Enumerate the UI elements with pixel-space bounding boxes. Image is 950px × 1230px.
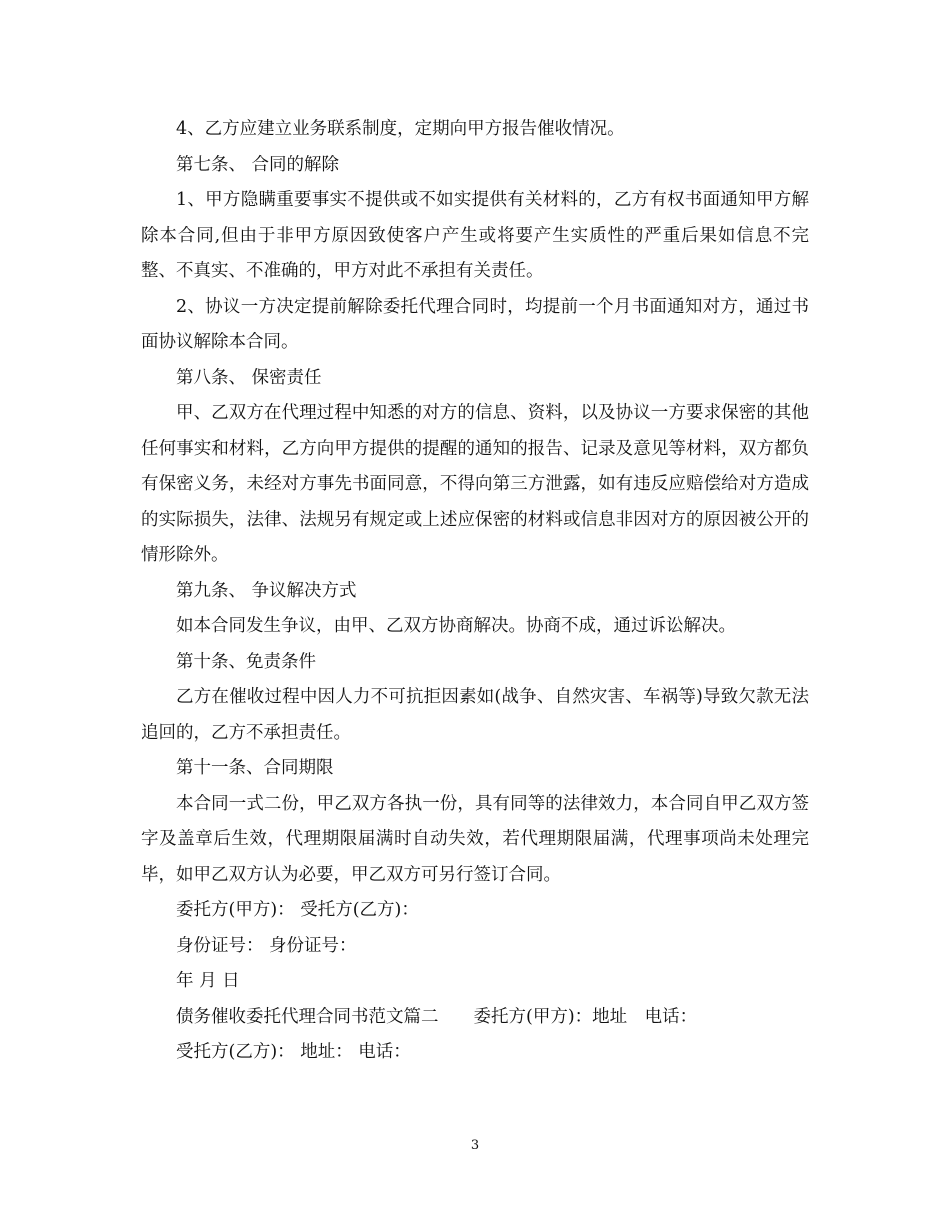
clause-4-report: 4、乙方应建立业务联系制度，定期向甲方报告催收情况。 [176, 119, 625, 139]
date-line: 年 月 日 [176, 971, 240, 991]
article-7-heading: 第七条、 合同的解除 [176, 154, 340, 175]
document-body [141, 112, 809, 1071]
id-number-line: 身份证号： 身份证号： [176, 935, 357, 956]
article-7-item-2: 2、协议一方决定提前解除委托代理合同时，均提前一个月书面通知对方，通过书面协议解除本合同。 [141, 296, 809, 352]
page-number: 3 [470, 1138, 480, 1153]
second-contract-title-line: 债务催收委托代理合同书范文篇二 委托方(甲方)：地址 电话： [176, 1006, 698, 1027]
article-8-heading: 第八条、 保密责任 [176, 367, 322, 388]
article-9-heading: 第九条、 争议解决方式 [176, 580, 357, 601]
article-9-body: 如本合同发生争议，由甲、乙双方协商解决。协商不成，通过诉讼解决。 [176, 616, 736, 636]
article-10-heading: 第十条、免责条件 [176, 651, 316, 672]
article-11-heading: 第十一条、合同期限 [176, 758, 334, 778]
article-7-item-1: 1、甲方隐瞒重要事实不提供或不如实提供有关材料的，乙方有权书面通知甲方解除本合同,但由于非甲方原因致使客户产生或将要产生实质性的严重后果如信息不完整、不真实、不准确的，甲方对此不承担有关责任。 [141, 190, 809, 281]
trustee-contact-line: 受托方(乙方)： 地址： 电话： [176, 1042, 411, 1062]
article-11-body: 本合同一式二份，甲乙双方各执一份，具有同等的法律效力，本合同自甲乙双方签字及盖章后生效，代理期限届满时自动失效，若代理期限届满，代理事项尚未处理完毕，如甲乙双方认为必要，甲乙双方可另行签订合同。 [141, 793, 809, 885]
article-10-body: 乙方在催收过程中因人力不可抗拒因素如(战争、自然灾害、车祸等)导致欠款无法追回的，乙方不承担责任。 [141, 687, 809, 743]
signature-parties-line: 委托方(甲方)： 受托方(乙方)： [176, 900, 419, 920]
article-8-body: 甲、乙双方在代理过程中知悉的对方的信息、资料，以及协议一方要求保密的其他任何事实和材料，乙方向甲方提供的提醒的通知的报告、记录及意见等材料，双方都负有保密义务，未经对方事先书面同意，不得向第三方泄露，如有违反应赔偿给对方造成的实际损失，法律、法规另有规定或上述应保密的材料或信息非因对方的原因被公开的情形除外。 [141, 403, 809, 565]
